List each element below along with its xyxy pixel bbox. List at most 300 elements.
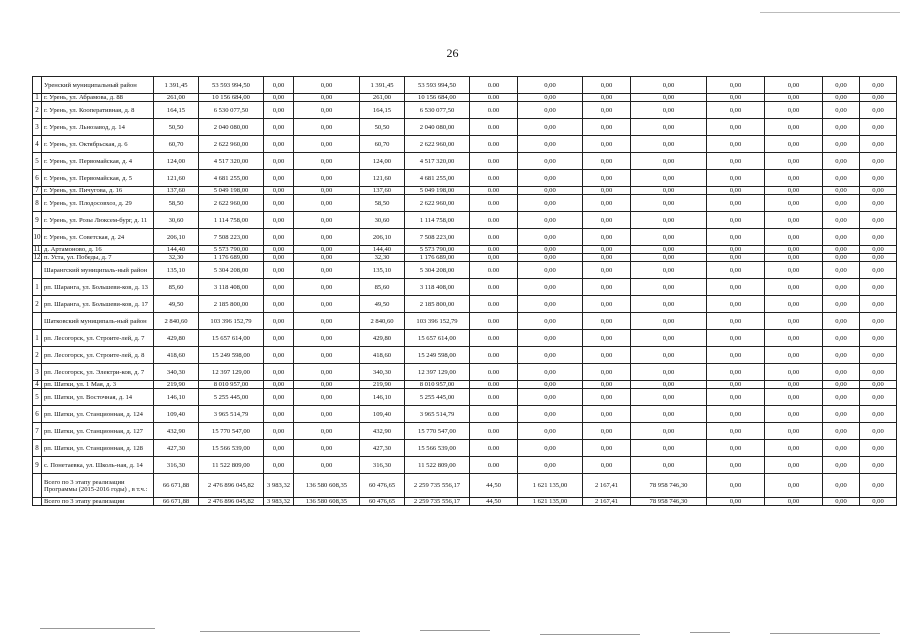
cell-value: 0,00: [631, 296, 707, 313]
cell-value: 0,00: [518, 195, 583, 212]
cell-value: 0,00: [765, 296, 823, 313]
cell-value: 0,00: [765, 330, 823, 347]
cell-value: 4 517 320,00: [405, 153, 470, 170]
cell-value: 8 010 957,00: [405, 381, 470, 389]
cell-value: 49,50: [360, 296, 405, 313]
table-row: [33, 406, 897, 423]
cell-value: 0,00: [294, 195, 360, 212]
cell-value: 2 040 080,00: [405, 119, 470, 136]
row-number: 4: [33, 381, 42, 389]
row-number: 1: [33, 94, 42, 102]
cell-value: 0,00: [518, 254, 583, 262]
row-number: [33, 313, 42, 330]
cell-value: 340,30: [360, 364, 405, 381]
cell-value: 124,00: [154, 153, 199, 170]
cell-value: 7 508 223,00: [199, 229, 264, 246]
cell-value: 3 118 408,00: [199, 279, 264, 296]
cell-value: 0,00: [707, 296, 765, 313]
cell-value: 0,00: [264, 457, 294, 474]
table-row: [33, 136, 897, 153]
cell-value: 0,00: [264, 330, 294, 347]
cell-value: 0,00: [823, 102, 860, 119]
cell-value: 0,00: [860, 330, 897, 347]
cell-value: 0,00: [294, 296, 360, 313]
row-name: г. Урень, ул. Розы Люксем-бург, д. 11: [42, 212, 154, 229]
cell-value: 0,00: [518, 119, 583, 136]
cell-value: 0,00: [765, 187, 823, 195]
cell-value: 146,10: [154, 389, 199, 406]
row-number: [33, 77, 42, 94]
row-name: с. Понетаевка, ул. Школь-ная, д. 14: [42, 457, 154, 474]
footer-scan-line: [200, 631, 360, 632]
row-name: г. Урень, ул. Пичугова, д. 16: [42, 187, 154, 195]
cell-value: 0,00: [631, 229, 707, 246]
cell-value: 1 621 135,00: [518, 474, 583, 498]
table-row: [33, 153, 897, 170]
cell-value: 6 530 077,50: [405, 102, 470, 119]
cell-value: 0,00: [860, 457, 897, 474]
cell-value: 0,00: [707, 212, 765, 229]
table-row: [33, 296, 897, 313]
cell-value: 136 580 608,35: [294, 498, 360, 506]
table-row: [33, 313, 897, 330]
cell-value: 0,00: [518, 381, 583, 389]
row-name: рп. Шаранга, ул. Большеви-ков, д. 13: [42, 279, 154, 296]
cell-value: 15 249 598,00: [405, 347, 470, 364]
cell-value: 0,00: [631, 457, 707, 474]
cell-value: 0,00: [264, 94, 294, 102]
cell-value: 11 522 809,00: [405, 457, 470, 474]
cell-value: 0,00: [823, 406, 860, 423]
cell-value: 0,00: [518, 389, 583, 406]
cell-value: 15 770 547,00: [405, 423, 470, 440]
cell-value: 0,00: [518, 102, 583, 119]
cell-value: 3 118 408,00: [405, 279, 470, 296]
cell-value: 0,00: [765, 279, 823, 296]
cell-value: 66 671,88: [154, 498, 199, 506]
row-number: 9: [33, 457, 42, 474]
cell-value: 103 396 152,79: [199, 313, 264, 330]
cell-value: 0,00: [583, 170, 631, 187]
row-name: д. Артамоново, д. 16: [42, 246, 154, 254]
cell-value: 0,00: [823, 153, 860, 170]
cell-value: 0.00: [470, 229, 518, 246]
cell-value: 2 622 960,00: [199, 195, 264, 212]
cell-value: 0,00: [264, 423, 294, 440]
program-table: [32, 76, 897, 506]
cell-value: 136 580 608,35: [294, 474, 360, 498]
row-number: 3: [33, 119, 42, 136]
cell-value: 0.00: [470, 170, 518, 187]
cell-value: 1 391,45: [360, 77, 405, 94]
cell-value: 30,60: [360, 212, 405, 229]
cell-value: 0,00: [294, 246, 360, 254]
cell-value: 0,00: [264, 119, 294, 136]
cell-value: 0,00: [823, 440, 860, 457]
cell-value: 0,00: [294, 440, 360, 457]
cell-value: 0,00: [631, 381, 707, 389]
cell-value: 0,00: [823, 296, 860, 313]
cell-value: 0,00: [583, 77, 631, 94]
cell-value: 0,00: [518, 136, 583, 153]
row-name: п. Уста, ул. Победы, д. 7: [42, 254, 154, 262]
cell-value: 0.00: [470, 440, 518, 457]
cell-value: 6 530 077,50: [199, 102, 264, 119]
cell-value: 0,00: [518, 153, 583, 170]
row-name: Шарангский муниципаль-ный район: [42, 262, 154, 279]
cell-value: 2 259 735 556,17: [405, 474, 470, 498]
row-name: Всего по 3 этапу реализации: [42, 498, 154, 506]
table-row: [33, 498, 897, 506]
cell-value: 0,00: [707, 187, 765, 195]
row-name: рп. Лесогорск, ул. Электри-ков, д. 7: [42, 364, 154, 381]
cell-value: 0,00: [583, 440, 631, 457]
row-number: 4: [33, 136, 42, 153]
footer-scan-line: [420, 630, 490, 631]
cell-value: 0,00: [765, 195, 823, 212]
cell-value: 49,50: [154, 296, 199, 313]
cell-value: 0,00: [707, 457, 765, 474]
cell-value: 0,00: [294, 119, 360, 136]
cell-value: 0,00: [707, 119, 765, 136]
cell-value: 0,00: [294, 313, 360, 330]
cell-value: 0,00: [583, 313, 631, 330]
cell-value: 32,30: [360, 254, 405, 262]
cell-value: 418,60: [154, 347, 199, 364]
cell-value: 0,00: [518, 77, 583, 94]
cell-value: 135,10: [360, 262, 405, 279]
cell-value: 0,00: [707, 423, 765, 440]
cell-value: 4 681 255,00: [199, 170, 264, 187]
row-number: 8: [33, 195, 42, 212]
cell-value: 0,00: [707, 195, 765, 212]
row-name: г. Урень, ул. Плодосовхоз, д. 29: [42, 195, 154, 212]
cell-value: 0,00: [631, 364, 707, 381]
row-name: рп. Шатки, ул. Станционная, д. 127: [42, 423, 154, 440]
cell-value: 1 176 689,00: [405, 254, 470, 262]
cell-value: 15 657 614,00: [199, 330, 264, 347]
cell-value: 0,00: [823, 254, 860, 262]
cell-value: 0,00: [294, 457, 360, 474]
cell-value: 0,00: [583, 195, 631, 212]
cell-value: 0,00: [765, 381, 823, 389]
cell-value: 0,00: [823, 262, 860, 279]
cell-value: 0,00: [631, 330, 707, 347]
row-name: Всего по 3 этапу реализации Программы (2015-2016 годы) , в т.ч.:: [42, 474, 154, 498]
cell-value: 0,00: [765, 212, 823, 229]
cell-value: 0,00: [860, 212, 897, 229]
cell-value: 0,00: [583, 94, 631, 102]
cell-value: 0,00: [518, 406, 583, 423]
cell-value: 0,00: [583, 187, 631, 195]
cell-value: 15 566 539,00: [199, 440, 264, 457]
cell-value: 5 255 445,00: [405, 389, 470, 406]
cell-value: 0,00: [860, 77, 897, 94]
cell-value: 3 965 514,79: [199, 406, 264, 423]
cell-value: 0,00: [631, 262, 707, 279]
cell-value: 0,00: [631, 119, 707, 136]
row-name: рп. Шатки, ул. 1 Мая, д. 3: [42, 381, 154, 389]
cell-value: 418,60: [360, 347, 405, 364]
cell-value: 2 840,60: [360, 313, 405, 330]
cell-value: 0,00: [294, 389, 360, 406]
cell-value: 144,40: [154, 246, 199, 254]
row-number: 2: [33, 102, 42, 119]
cell-value: 0,00: [518, 364, 583, 381]
cell-value: 5 573 790,00: [199, 246, 264, 254]
cell-value: 0.00: [470, 102, 518, 119]
cell-value: 0,00: [631, 440, 707, 457]
cell-value: 0,00: [860, 153, 897, 170]
cell-value: 0,00: [264, 262, 294, 279]
cell-value: 5 049 198,00: [405, 187, 470, 195]
cell-value: 0.00: [470, 364, 518, 381]
cell-value: 0,00: [860, 279, 897, 296]
row-number: 2: [33, 296, 42, 313]
cell-value: 0,00: [823, 364, 860, 381]
cell-value: 0,00: [707, 330, 765, 347]
cell-value: 1 391,45: [154, 77, 199, 94]
cell-value: 0,00: [860, 474, 897, 498]
cell-value: 0,00: [518, 229, 583, 246]
cell-value: 50,50: [154, 119, 199, 136]
cell-value: 0,00: [583, 406, 631, 423]
row-number: [33, 498, 42, 506]
cell-value: 0,00: [860, 229, 897, 246]
row-name: Уренский муниципальный район: [42, 77, 154, 94]
cell-value: 0.00: [470, 246, 518, 254]
cell-value: 0,00: [823, 389, 860, 406]
cell-value: 0,00: [765, 389, 823, 406]
cell-value: 0,00: [707, 77, 765, 94]
cell-value: 0,00: [294, 330, 360, 347]
table-row: [33, 364, 897, 381]
cell-value: 0,00: [860, 262, 897, 279]
cell-value: 0,00: [823, 229, 860, 246]
cell-value: 0,00: [860, 498, 897, 506]
cell-value: 10 156 684,00: [405, 94, 470, 102]
cell-value: 0,00: [707, 246, 765, 254]
cell-value: 0,00: [264, 153, 294, 170]
cell-value: 0,00: [823, 474, 860, 498]
cell-value: 0,00: [631, 246, 707, 254]
cell-value: 0,00: [264, 406, 294, 423]
cell-value: 0,00: [264, 254, 294, 262]
cell-value: 85,60: [154, 279, 199, 296]
cell-value: 2 476 896 045,82: [199, 474, 264, 498]
cell-value: 0,00: [860, 136, 897, 153]
cell-value: 0.00: [470, 406, 518, 423]
cell-value: 0,00: [823, 195, 860, 212]
row-name: г. Урень, ул. Кооперативная, д. 8: [42, 102, 154, 119]
cell-value: 0,00: [860, 254, 897, 262]
cell-value: 0,00: [583, 212, 631, 229]
cell-value: 0.00: [470, 347, 518, 364]
cell-value: 58,50: [154, 195, 199, 212]
cell-value: 109,40: [154, 406, 199, 423]
row-number: 12: [33, 253, 41, 261]
cell-value: 50,50: [360, 119, 405, 136]
cell-value: 60,70: [360, 136, 405, 153]
cell-value: 2 040 080,00: [199, 119, 264, 136]
cell-value: 0,00: [294, 381, 360, 389]
cell-value: 0,00: [583, 229, 631, 246]
table-row: [33, 423, 897, 440]
cell-value: 0,00: [707, 153, 765, 170]
cell-value: 0,00: [294, 364, 360, 381]
cell-value: 0,00: [707, 229, 765, 246]
cell-value: 0,00: [518, 262, 583, 279]
cell-value: 0,00: [707, 389, 765, 406]
cell-value: 0,00: [583, 246, 631, 254]
cell-value: 432,90: [154, 423, 199, 440]
cell-value: 0,00: [583, 254, 631, 262]
cell-value: 0,00: [765, 364, 823, 381]
cell-value: 0,00: [631, 77, 707, 94]
table-row: [33, 229, 897, 246]
cell-value: 0,00: [470, 254, 518, 262]
cell-value: 60,70: [154, 136, 199, 153]
cell-value: 0.00: [470, 457, 518, 474]
cell-value: 0,00: [264, 279, 294, 296]
cell-value: 0,00: [707, 498, 765, 506]
cell-value: 0,00: [707, 94, 765, 102]
cell-value: 219,90: [360, 381, 405, 389]
cell-value: 146,10: [360, 389, 405, 406]
row-name: г. Урень, ул. Октябрьская, д. 6: [42, 136, 154, 153]
cell-value: 0,00: [583, 102, 631, 119]
cell-value: 0,00: [264, 136, 294, 153]
cell-value: 0,00: [583, 330, 631, 347]
cell-value: 261,00: [154, 94, 199, 102]
table-row: [33, 195, 897, 212]
cell-value: 206,10: [154, 229, 199, 246]
cell-value: 0,00: [860, 347, 897, 364]
cell-value: 0,00: [765, 457, 823, 474]
cell-value: 0,00: [631, 389, 707, 406]
cell-value: 0,00: [583, 423, 631, 440]
footer-scan-line: [40, 628, 155, 629]
cell-value: 0.00: [470, 279, 518, 296]
cell-value: 0,00: [823, 330, 860, 347]
cell-value: 0,00: [583, 389, 631, 406]
row-name: рп. Шатки, ул. Станционная, д. 128: [42, 440, 154, 457]
cell-value: 0.00: [470, 212, 518, 229]
cell-value: 0,00: [583, 262, 631, 279]
cell-value: 44,50: [470, 498, 518, 506]
cell-value: 0,00: [631, 406, 707, 423]
cell-value: 0,00: [583, 364, 631, 381]
cell-value: 0,00: [294, 406, 360, 423]
cell-value: 44,50: [470, 474, 518, 498]
cell-value: 5 049 198,00: [199, 187, 264, 195]
cell-value: 0,00: [264, 195, 294, 212]
cell-value: 0,00: [518, 170, 583, 187]
table-row: [33, 77, 897, 94]
row-number: 10: [33, 229, 42, 246]
cell-value: 0,00: [823, 77, 860, 94]
cell-value: 0,00: [294, 262, 360, 279]
cell-value: 0.00: [470, 195, 518, 212]
cell-value: 0,00: [631, 195, 707, 212]
cell-value: 0,00: [583, 119, 631, 136]
row-name: рп. Шатки, ул. Станционная, д. 124: [42, 406, 154, 423]
cell-value: 2 167,41: [583, 498, 631, 506]
table-row: [33, 212, 897, 229]
cell-value: 0.00: [470, 313, 518, 330]
cell-value: 0,00: [294, 212, 360, 229]
cell-value: 60 476,65: [360, 498, 405, 506]
cell-value: 30,60: [154, 212, 199, 229]
row-name: Шатковский муниципаль-ный район: [42, 313, 154, 330]
cell-value: 0,00: [860, 94, 897, 102]
cell-value: 0,00: [294, 153, 360, 170]
cell-value: 0,00: [823, 94, 860, 102]
cell-value: 0,00: [518, 212, 583, 229]
cell-value: 53 593 994,50: [405, 77, 470, 94]
cell-value: 0,00: [264, 102, 294, 119]
cell-value: 53 593 994,50: [199, 77, 264, 94]
cell-value: 0,00: [765, 229, 823, 246]
top-scan-line: [760, 12, 900, 13]
cell-value: 0,00: [518, 246, 583, 254]
cell-value: 0,00: [631, 170, 707, 187]
footer-scan-line: [690, 632, 730, 633]
cell-value: 340,30: [154, 364, 199, 381]
cell-value: 60 476,65: [360, 474, 405, 498]
cell-value: 0,00: [631, 102, 707, 119]
table-body: [33, 77, 897, 506]
cell-value: 0,00: [765, 313, 823, 330]
row-name: г. Урень, ул. Советская, д. 24: [42, 229, 154, 246]
cell-value: 0,00: [264, 313, 294, 330]
cell-value: 4 517 320,00: [199, 153, 264, 170]
cell-value: 0,00: [707, 279, 765, 296]
cell-value: 0,00: [823, 347, 860, 364]
cell-value: 0,00: [518, 347, 583, 364]
cell-value: 0,00: [518, 94, 583, 102]
row-number: 6: [33, 170, 42, 187]
cell-value: 0,00: [707, 440, 765, 457]
cell-value: 0,00: [823, 187, 860, 195]
cell-value: 219,90: [154, 381, 199, 389]
table-row: [33, 187, 897, 195]
cell-value: 0,00: [294, 254, 360, 262]
cell-value: 0,00: [707, 262, 765, 279]
cell-value: 0,00: [765, 102, 823, 119]
cell-value: 0,00: [264, 212, 294, 229]
cell-value: 0,00: [765, 262, 823, 279]
cell-value: 135,10: [154, 262, 199, 279]
cell-value: 0,00: [765, 153, 823, 170]
cell-value: 0,00: [860, 195, 897, 212]
cell-value: 0,00: [823, 136, 860, 153]
row-name: рп. Шатки, ул. Восточная, д. 14: [42, 389, 154, 406]
cell-value: 0,00: [294, 136, 360, 153]
cell-value: 144,40: [360, 246, 405, 254]
cell-value: 0,00: [264, 440, 294, 457]
cell-value: 0,00: [518, 296, 583, 313]
cell-value: 0,00: [860, 364, 897, 381]
cell-value: 0,00: [294, 187, 360, 195]
cell-value: 0,00: [583, 153, 631, 170]
cell-value: 2 259 735 556,17: [405, 498, 470, 506]
table-row: [33, 457, 897, 474]
cell-value: 0,00: [707, 136, 765, 153]
cell-value: 0,00: [294, 279, 360, 296]
cell-value: 0,00: [518, 457, 583, 474]
cell-value: 164,15: [360, 102, 405, 119]
